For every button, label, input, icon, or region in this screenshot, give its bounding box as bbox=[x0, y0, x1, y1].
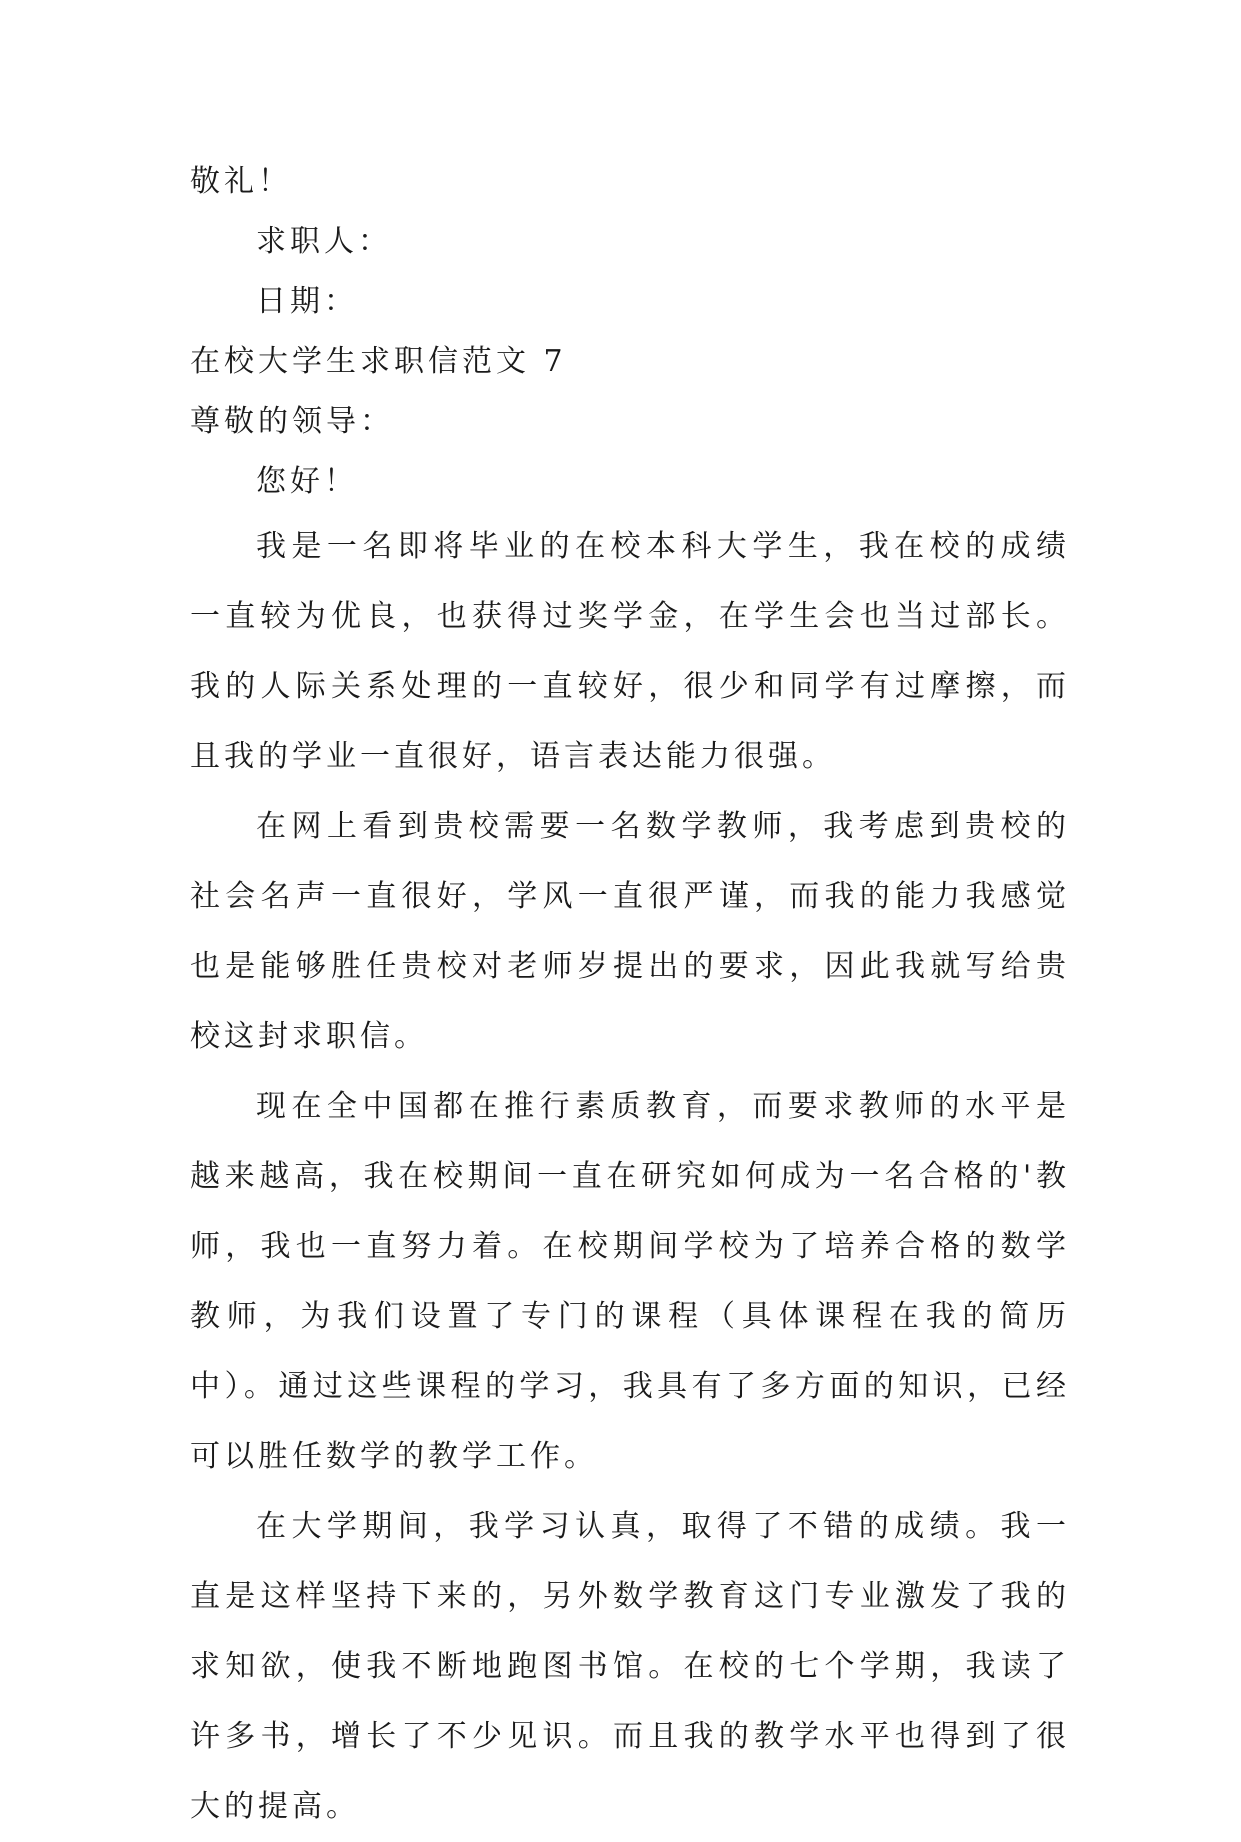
paragraph-1: 我是一名即将毕业的在校本科大学生，我在校的成绩一直较为优良，也获得过奖学金，在学生会也当过部长。我的人际关系处理的一直较好，很少和同学有过摩擦，而且我的学业一直很好，语言表达能力很强。 bbox=[190, 529, 1070, 774]
closing-line: 敬礼！ bbox=[190, 164, 292, 199]
paragraph-3: 现在全中国都在推行素质教育，而要求教师的水平是越来越高，我在校期间一直在研究如何成为一名合格的'教师，我也一直努力着。在校期间学校为了培养合格的数学教师，为我们设置了专门的课程（具体课程在我的简历中）。通过这些课程的学习，我具有了多方面的知识，已经可以胜任数学的教学工作。 bbox=[190, 1089, 1070, 1474]
section-title: 在校大学生求职信范文 7 bbox=[190, 344, 567, 379]
applicant-label: 求职人： bbox=[256, 224, 392, 259]
letter-body bbox=[190, 152, 1070, 1842]
greeting: 您好！ bbox=[256, 464, 358, 499]
paragraph-2: 在网上看到贵校需要一名数学教师，我考虑到贵校的社会名声一直很好，学风一直很严谨，而我的能力我感觉也是能够胜任贵校对老师岁提出的要求，因此我就写给贵校这封求职信。 bbox=[190, 809, 1070, 1054]
paragraph-4: 在大学期间，我学习认真，取得了不错的成绩。我一直是这样坚持下来的，另外数学教育这门专业激发了我的求知欲，使我不断地跑图书馆。在校的七个学期，我读了许多书，增长了不少见识。而且我的教学水平也得到了很大的提高。 bbox=[190, 1509, 1070, 1824]
salutation: 尊敬的领导： bbox=[190, 404, 394, 439]
date-label: 日期： bbox=[256, 284, 358, 319]
